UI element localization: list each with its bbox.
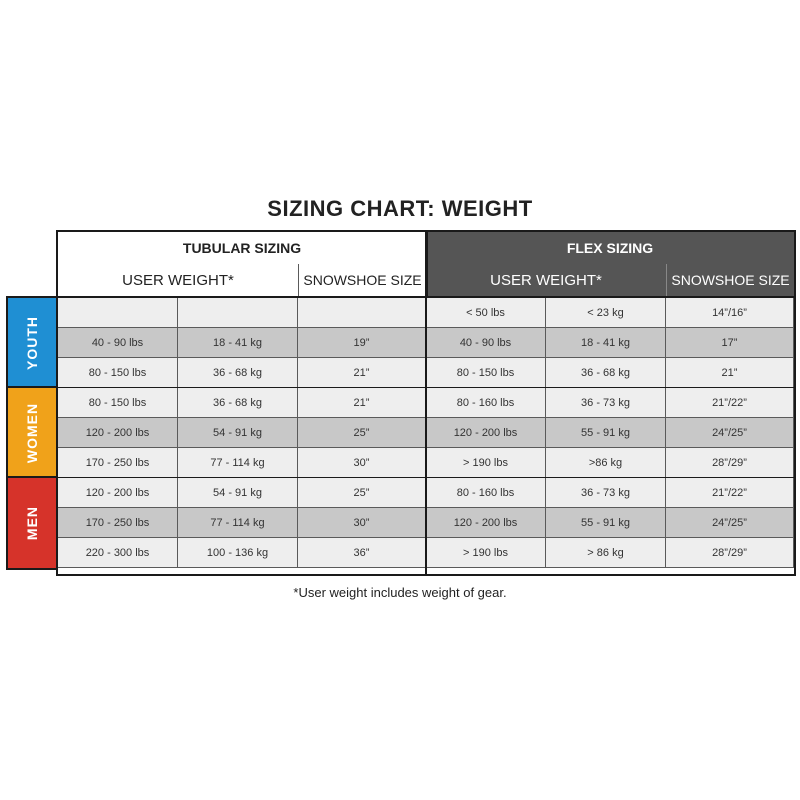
tubular-cell: 54 - 91 kg <box>178 418 298 448</box>
column-header-snowshoe-size-tubular: SNOWSHOE SIZE <box>298 264 426 296</box>
tubular-cell <box>58 298 178 328</box>
flex-cell: 28”/29” <box>666 538 794 568</box>
category-label-women: WOMEN <box>24 402 40 464</box>
category-label-men: MEN <box>24 505 40 541</box>
flex-cell: 80 - 160 lbs <box>426 388 546 418</box>
tubular-cell: 30” <box>298 508 426 538</box>
flex-cell: 80 - 160 lbs <box>426 478 546 508</box>
flex-cell: > 86 kg <box>546 538 666 568</box>
flex-cell: 28”/29” <box>666 448 794 478</box>
category-band-men <box>6 476 58 570</box>
tubular-cell: 19” <box>298 328 426 358</box>
flex-cell: 36 - 73 kg <box>546 388 666 418</box>
category-band-youth <box>6 296 58 390</box>
tubular-cell: 30” <box>298 448 426 478</box>
flex-cell: 55 - 91 kg <box>546 508 666 538</box>
tubular-cell: 77 - 114 kg <box>178 508 298 538</box>
tubular-cell <box>178 298 298 328</box>
group-title-flex: FLEX SIZING <box>566 240 654 256</box>
flex-cell: 40 - 90 lbs <box>426 328 546 358</box>
tubular-cell: 36” <box>298 538 426 568</box>
chart-title: SIZING CHART: WEIGHT <box>267 196 533 221</box>
tubular-cell: 25” <box>298 478 426 508</box>
flex-cell: 55 - 91 kg <box>546 418 666 448</box>
tubular-cell: 80 - 150 lbs <box>58 358 178 388</box>
tubular-cell: 36 - 68 kg <box>178 358 298 388</box>
flex-cell: 18 - 41 kg <box>546 328 666 358</box>
column-header-user-weight-flex: USER WEIGHT* <box>490 271 602 289</box>
flex-cell: >86 kg <box>546 448 666 478</box>
tubular-cell: 120 - 200 lbs <box>58 418 178 448</box>
flex-cell: 21” <box>666 358 794 388</box>
tubular-cell: 18 - 41 kg <box>178 328 298 358</box>
tubular-cell: 25” <box>298 418 426 448</box>
flex-cell: 80 - 150 lbs <box>426 358 546 388</box>
flex-cell: 36 - 68 kg <box>546 358 666 388</box>
tubular-cell <box>298 298 426 328</box>
tubular-cell: 36 - 68 kg <box>178 388 298 418</box>
tubular-cell: 220 - 300 lbs <box>58 538 178 568</box>
tubular-cell: 100 - 136 kg <box>178 538 298 568</box>
category-label-youth: YOUTH <box>24 316 40 370</box>
group-title-tubular: TUBULAR SIZING <box>182 240 302 256</box>
flex-cell: 24”/25” <box>666 508 794 538</box>
flex-cell: 120 - 200 lbs <box>426 508 546 538</box>
footnote: *User weight includes weight of gear. <box>293 585 507 600</box>
tubular-cell: 21” <box>298 388 426 418</box>
tubular-cell: 80 - 150 lbs <box>58 388 178 418</box>
flex-cell: 21”/22” <box>666 388 794 418</box>
tubular-cell: 170 - 250 lbs <box>58 508 178 538</box>
flex-cell: > 190 lbs <box>426 538 546 568</box>
tubular-cell: 77 - 114 kg <box>178 448 298 478</box>
tubular-cell: 40 - 90 lbs <box>58 328 178 358</box>
flex-cell: 21”/22” <box>666 478 794 508</box>
flex-cell: 120 - 200 lbs <box>426 418 546 448</box>
category-band-women <box>6 386 58 480</box>
column-header-snowshoe-size-flex: SNOWSHOE SIZE <box>666 264 794 296</box>
flex-cell: < 23 kg <box>546 298 666 328</box>
flex-cell: 24”/25” <box>666 418 794 448</box>
flex-cell: 17” <box>666 328 794 358</box>
tubular-cell: 170 - 250 lbs <box>58 448 178 478</box>
column-header-user-weight-tubular: USER WEIGHT* <box>122 271 234 289</box>
group-divider <box>425 230 427 576</box>
tubular-cell: 21” <box>298 358 426 388</box>
flex-cell: 14”/16” <box>666 298 794 328</box>
flex-cell: 36 - 73 kg <box>546 478 666 508</box>
tubular-cell: 54 - 91 kg <box>178 478 298 508</box>
flex-cell: > 190 lbs <box>426 448 546 478</box>
tubular-cell: 120 - 200 lbs <box>58 478 178 508</box>
flex-cell: < 50 lbs <box>426 298 546 328</box>
